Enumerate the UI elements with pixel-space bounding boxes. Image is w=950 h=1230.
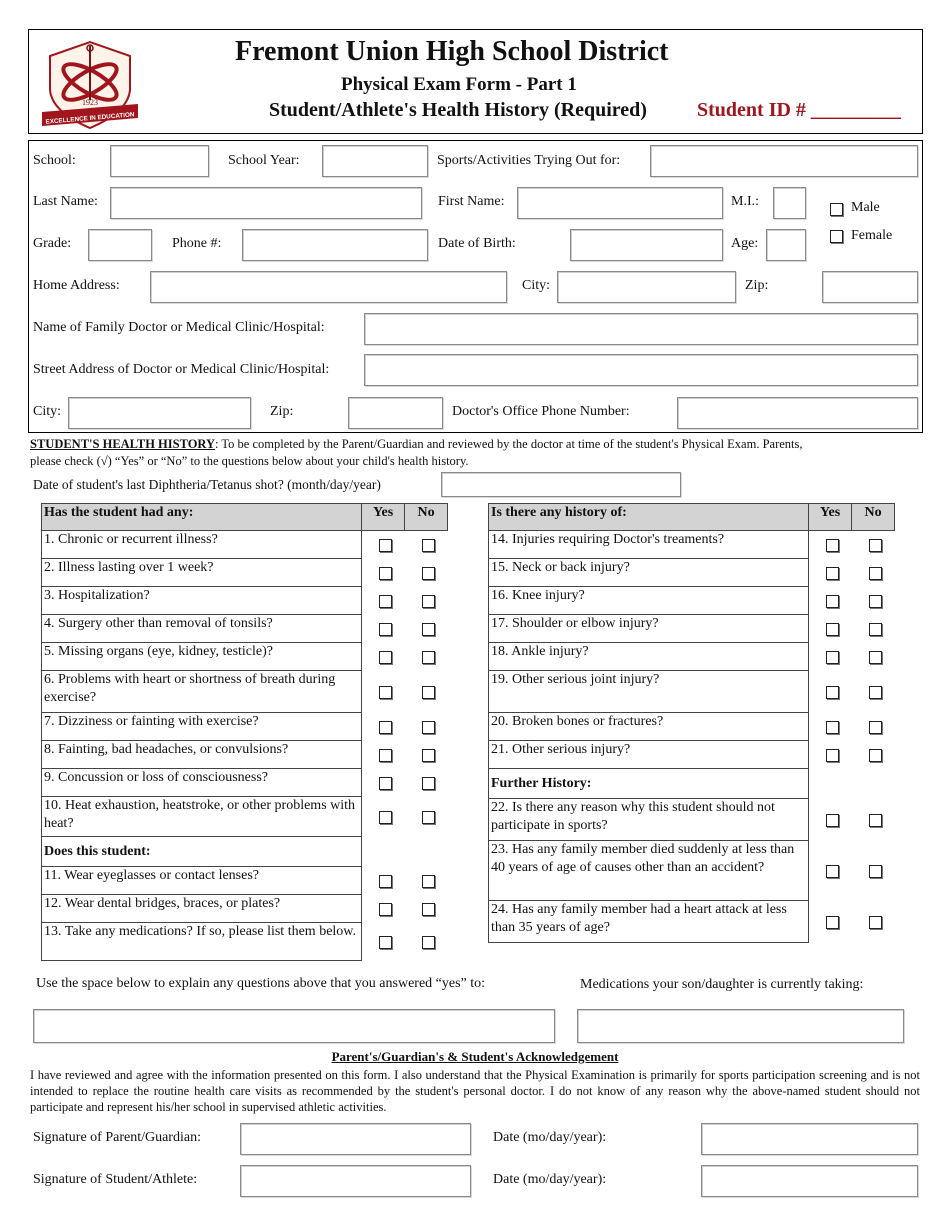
left-yes-checkbox-10[interactable]: [379, 811, 392, 824]
left-question-row: [42, 895, 448, 923]
form-title: Physical Exam Form - Part 1: [341, 74, 577, 95]
logo-motto: EXCELLENCE IN EDUCATION: [45, 111, 135, 126]
last-name-input[interactable]: [110, 187, 422, 219]
doctor-city-input[interactable]: [68, 397, 251, 429]
health-history-intro: [30, 436, 920, 470]
school-year-label: School Year:: [228, 153, 300, 168]
zip-input[interactable]: [822, 271, 918, 303]
left-yes-checkbox-13[interactable]: [379, 936, 392, 949]
health-history-intro-text: : To be completed by the Parent/Guardian and reviewed by the doctor at time of the student's Physical Exam. Parents,: [215, 437, 803, 451]
right-question-text: 19. Other serious joint injury?: [489, 671, 809, 713]
right-question-text: 24. Has any family member had a heart attack at less than 35 years of age?: [489, 901, 809, 943]
acknowledgement-text: I have reviewed and agree with the information presented on this form. I also understand that the Physical Examination is primarily for sports participation screening and is not intended to replace the routine health care visits as recommended by the student's personal doctor. I do not know of any reason why the above-named student should not participate and represent his/her school in supervised athletic activities.: [30, 1068, 920, 1114]
right-question-text: 18. Ankle injury?: [489, 643, 809, 671]
age-label: Age:: [731, 236, 759, 251]
right-question-row: [489, 671, 895, 713]
left-yes-checkbox-5[interactable]: [379, 651, 392, 664]
right-question-row: [489, 531, 895, 559]
left-question-text: 13. Take any medications? If so, please list them below.: [42, 923, 362, 961]
right-yes-checkbox-6[interactable]: [826, 686, 839, 699]
right-yes-checkbox-7[interactable]: [826, 721, 839, 734]
left-no-checkbox-5[interactable]: [422, 651, 435, 664]
right-no-header: No: [852, 504, 895, 531]
left-question-text: 8. Fainting, bad headaches, or convulsions?: [42, 741, 362, 769]
male-checkbox[interactable]: [830, 203, 843, 216]
left-no-checkbox-13[interactable]: [422, 936, 435, 949]
left-no-checkbox-4[interactable]: [422, 623, 435, 636]
right-sub-header: Further History:: [489, 769, 809, 799]
right-yes-checkbox-2[interactable]: [826, 567, 839, 580]
date1-input[interactable]: [701, 1123, 918, 1155]
right-question-row: [489, 643, 895, 671]
date1-label: Date (mo/day/year):: [493, 1130, 607, 1145]
medications-label: Medications your son/daughter is currently taking:: [580, 977, 864, 992]
right-question-text: 23. Has any family member died suddenly at less than 40 years of age of causes other than an accident?: [489, 841, 809, 901]
right-question-text: 17. Shoulder or elbow injury?: [489, 615, 809, 643]
left-no-checkbox-3[interactable]: [422, 595, 435, 608]
right-no-checkbox-10[interactable]: [869, 865, 882, 878]
city-input[interactable]: [557, 271, 736, 303]
right-question-row: [489, 901, 895, 943]
left-question-text: 3. Hospitalization?: [42, 587, 362, 615]
form-subtitle: Student/Athlete's Health History (Required): [269, 99, 647, 121]
left-yes-checkbox-8[interactable]: [379, 749, 392, 762]
left-no-checkbox-12[interactable]: [422, 903, 435, 916]
right-question-text: 16. Knee injury?: [489, 587, 809, 615]
right-yes-checkbox-5[interactable]: [826, 651, 839, 664]
right-question-row: [489, 841, 895, 901]
left-yes-header: Yes: [362, 504, 405, 531]
right-yes-checkbox-8[interactable]: [826, 749, 839, 762]
left-question-text: 9. Concussion or loss of consciousness?: [42, 769, 362, 797]
left-yes-checkbox-4[interactable]: [379, 623, 392, 636]
left-question-text: 5. Missing organs (eye, kidney, testicle)?: [42, 643, 362, 671]
left-yes-checkbox-3[interactable]: [379, 595, 392, 608]
left-question-row: [42, 741, 448, 769]
district-logo: [40, 38, 140, 132]
explain-input[interactable]: [33, 1009, 555, 1043]
school-input[interactable]: [110, 145, 209, 177]
date2-label: Date (mo/day/year):: [493, 1172, 607, 1187]
right-question-text: 22. Is there any reason why this student should not participate in sports?: [489, 799, 809, 841]
left-no-checkbox-1[interactable]: [422, 539, 435, 552]
right-no-checkbox-2[interactable]: [869, 567, 882, 580]
right-yes-checkbox-3[interactable]: [826, 595, 839, 608]
left-question-text: 1. Chronic or recurrent illness?: [42, 531, 362, 559]
left-no-checkbox-2[interactable]: [422, 567, 435, 580]
left-yes-checkbox-7[interactable]: [379, 721, 392, 734]
parent-signature-input[interactable]: [240, 1123, 471, 1155]
left-question-text: 7. Dizziness or fainting with exercise?: [42, 713, 362, 741]
explain-label: Use the space below to explain any questions above that you answered “yes” to:: [36, 976, 486, 991]
right-yes-checkbox-11[interactable]: [826, 916, 839, 929]
right-no-checkbox-5[interactable]: [869, 651, 882, 664]
dob-input[interactable]: [570, 229, 723, 261]
mi-input[interactable]: [773, 187, 806, 219]
doctor-zip-label: Zip:: [270, 404, 294, 419]
doctor-name-input[interactable]: [364, 313, 918, 345]
right-question-row: [489, 713, 895, 741]
left-question-row: [42, 587, 448, 615]
left-question-text: 10. Heat exhaustion, heatstroke, or other problems with heat?: [42, 797, 362, 837]
right-question-text: 20. Broken bones or fractures?: [489, 713, 809, 741]
right-yes-checkbox-4[interactable]: [826, 623, 839, 636]
female-label: Female: [851, 228, 893, 243]
left-question-row: [42, 867, 448, 895]
student-signature-input[interactable]: [240, 1165, 471, 1197]
right-table-header: Is there any history of:: [489, 504, 809, 531]
left-question-text: 12. Wear dental bridges, braces, or plates?: [42, 895, 362, 923]
grade-input[interactable]: [88, 229, 152, 261]
first-name-label: First Name:: [438, 194, 505, 209]
left-question-text: 2. Illness lasting over 1 week?: [42, 559, 362, 587]
dob-label: Date of Birth:: [438, 236, 516, 251]
doctor-zip-input[interactable]: [348, 397, 443, 429]
left-question-text: 6. Problems with heart or shortness of breath during exercise?: [42, 671, 362, 713]
left-no-checkbox-6[interactable]: [422, 686, 435, 699]
left-yes-checkbox-11[interactable]: [379, 875, 392, 888]
city-label: City:: [522, 278, 551, 293]
doctor-city-label: City:: [33, 404, 62, 419]
left-yes-checkbox-1[interactable]: [379, 539, 392, 552]
right-no-checkbox-7[interactable]: [869, 721, 882, 734]
logo-year: 1923: [82, 98, 98, 107]
left-question-row: [42, 643, 448, 671]
zip-label: Zip:: [745, 278, 769, 293]
doctor-name-label: Name of Family Doctor or Medical Clinic/Hospital:: [33, 320, 325, 335]
medications-input[interactable]: [577, 1009, 904, 1043]
left-yes-checkbox-2[interactable]: [379, 567, 392, 580]
right-question-text: 21. Other serious injury?: [489, 741, 809, 769]
sports-label: Sports/Activities Trying Out for:: [437, 153, 621, 168]
tetanus-date-input[interactable]: [441, 472, 681, 497]
right-no-checkbox-3[interactable]: [869, 595, 882, 608]
left-no-checkbox-11[interactable]: [422, 875, 435, 888]
grade-label: Grade:: [33, 236, 72, 251]
right-question-row: [489, 559, 895, 587]
student-id-label: Student ID # _________: [697, 99, 901, 121]
right-no-checkbox-11[interactable]: [869, 916, 882, 929]
left-question-row: [42, 671, 448, 713]
right-history-table: [488, 503, 895, 943]
left-question-text: 4. Surgery other than removal of tonsils?: [42, 615, 362, 643]
left-yes-checkbox-9[interactable]: [379, 777, 392, 790]
right-question-text: 15. Neck or back injury?: [489, 559, 809, 587]
left-yes-checkbox-6[interactable]: [379, 686, 392, 699]
left-question-row: [42, 559, 448, 587]
left-no-checkbox-7[interactable]: [422, 721, 435, 734]
left-question-row: [42, 797, 448, 837]
doctor-phone-input[interactable]: [677, 397, 918, 429]
district-title: Fremont Union High School District: [235, 36, 669, 67]
doctor-address-label: Street Address of Doctor or Medical Clinic/Hospital:: [33, 362, 330, 377]
left-question-row: [42, 615, 448, 643]
right-question-text: 14. Injuries requiring Doctor's treaments?: [489, 531, 809, 559]
doctor-phone-label: Doctor's Office Phone Number:: [452, 404, 630, 419]
right-no-checkbox-6[interactable]: [869, 686, 882, 699]
female-checkbox[interactable]: [830, 230, 843, 243]
parent-signature-label: Signature of Parent/Guardian:: [33, 1130, 201, 1145]
home-address-label: Home Address:: [33, 278, 120, 293]
right-question-row: [489, 587, 895, 615]
school-year-input[interactable]: [322, 145, 428, 177]
age-input[interactable]: [766, 229, 806, 261]
tetanus-label: Date of student's last Diphtheria/Tetanus shot? (month/day/year): [33, 477, 381, 492]
right-no-checkbox-8[interactable]: [869, 749, 882, 762]
health-history-intro-line2: please check (√) “Yes” or “No” to the questions below about your child's health history.: [30, 454, 469, 468]
left-no-checkbox-8[interactable]: [422, 749, 435, 762]
acknowledgement-title: Parent's/Guardian's & Student's Acknowledgement: [331, 1049, 619, 1064]
first-name-input[interactable]: [517, 187, 723, 219]
left-no-header: No: [405, 504, 448, 531]
right-yes-checkbox-9[interactable]: [826, 814, 839, 827]
home-address-input[interactable]: [150, 271, 507, 303]
left-question-text: 11. Wear eyeglasses or contact lenses?: [42, 867, 362, 895]
phone-label: Phone #:: [172, 236, 222, 251]
left-history-table: [41, 503, 448, 961]
left-question-row: [42, 713, 448, 741]
right-question-row: [489, 615, 895, 643]
left-question-row: [42, 923, 448, 961]
left-no-checkbox-10[interactable]: [422, 811, 435, 824]
right-yes-checkbox-1[interactable]: [826, 539, 839, 552]
left-question-row: [42, 531, 448, 559]
doctor-address-input[interactable]: [364, 354, 918, 386]
health-history-heading: STUDENT'S HEALTH HISTORY: [30, 437, 216, 451]
right-no-checkbox-4[interactable]: [869, 623, 882, 636]
right-no-checkbox-1[interactable]: [869, 539, 882, 552]
left-no-checkbox-9[interactable]: [422, 777, 435, 790]
sports-input[interactable]: [650, 145, 918, 177]
student-signature-label: Signature of Student/Athlete:: [33, 1172, 198, 1187]
left-table-header: Has the student had any:: [42, 504, 362, 531]
phone-input[interactable]: [242, 229, 428, 261]
last-name-label: Last Name:: [33, 194, 98, 209]
left-sub-header: Does this student:: [42, 837, 362, 867]
school-label: School:: [33, 153, 76, 168]
left-question-row: [42, 769, 448, 797]
left-yes-checkbox-12[interactable]: [379, 903, 392, 916]
right-question-row: [489, 741, 895, 769]
right-question-row: [489, 799, 895, 841]
right-yes-header: Yes: [809, 504, 852, 531]
right-yes-checkbox-10[interactable]: [826, 865, 839, 878]
right-no-checkbox-9[interactable]: [869, 814, 882, 827]
date2-input[interactable]: [701, 1165, 918, 1197]
mi-label: M.I.:: [731, 194, 759, 209]
male-label: Male: [851, 200, 880, 215]
